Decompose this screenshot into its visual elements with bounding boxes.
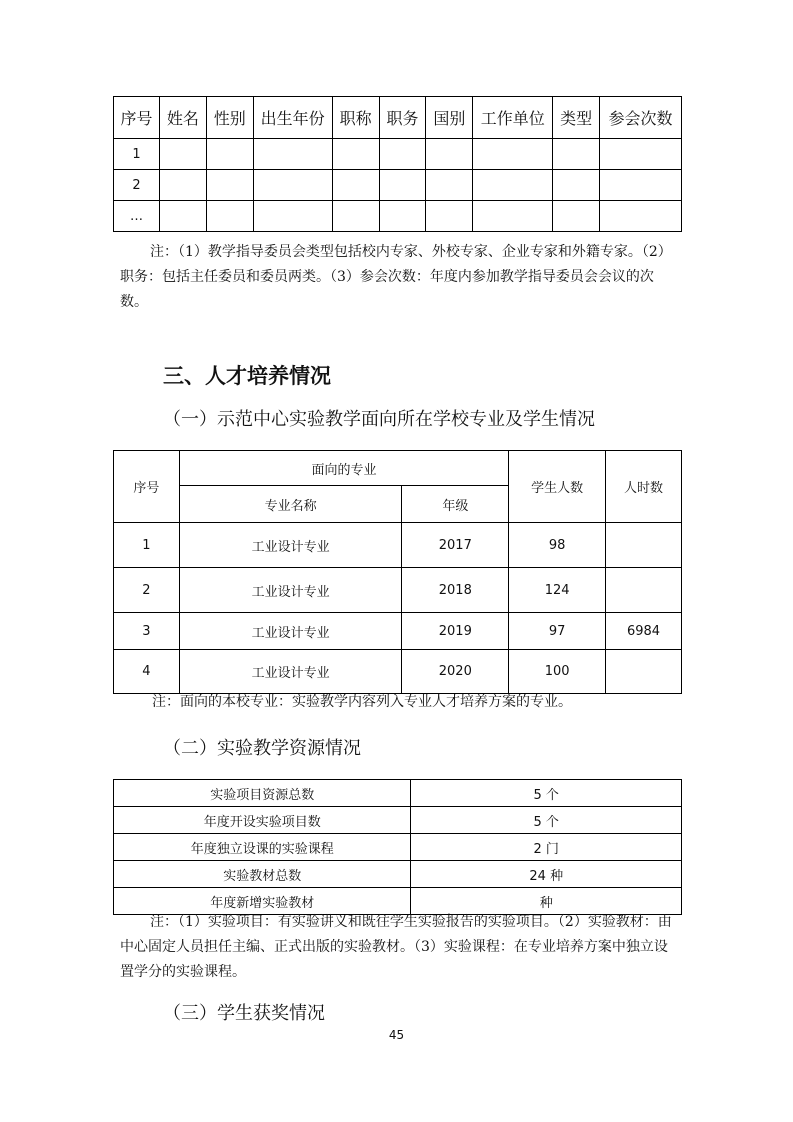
header-cell: 类型 bbox=[553, 97, 600, 139]
majors-table-note: 注：面向的本校专业：实验教学内容列入专业人才培养方案的专业。 bbox=[152, 694, 572, 710]
header-cell: 学生人数 bbox=[509, 451, 606, 523]
table-row bbox=[114, 170, 682, 201]
hours-cell bbox=[606, 523, 682, 568]
table-cell bbox=[206, 170, 253, 201]
students-cell: 97 bbox=[509, 613, 606, 650]
majors-students-table bbox=[113, 450, 682, 694]
table-cell bbox=[253, 201, 332, 232]
table-cell bbox=[159, 170, 206, 201]
header-cell: 姓名 bbox=[159, 97, 206, 139]
table-cell bbox=[253, 139, 332, 170]
table-cell bbox=[159, 201, 206, 232]
table-row bbox=[114, 523, 682, 568]
subsection-title: （三）学生获奖情况 bbox=[163, 1003, 325, 1024]
row-index: 1 bbox=[114, 139, 160, 170]
table-cell bbox=[600, 139, 682, 170]
header-cell: 面向的专业 bbox=[179, 451, 508, 486]
hours-cell bbox=[606, 568, 682, 613]
major-name-cell: 工业设计专业 bbox=[179, 523, 402, 568]
header-cell: 年级 bbox=[402, 486, 509, 523]
students-cell: 98 bbox=[509, 523, 606, 568]
hours-cell: 6984 bbox=[606, 613, 682, 650]
resource-value: 5 个 bbox=[411, 807, 682, 834]
row-index: 1 bbox=[114, 523, 180, 568]
resources-table bbox=[113, 779, 682, 915]
table-cell bbox=[332, 139, 379, 170]
header-cell: 专业名称 bbox=[179, 486, 402, 523]
table-cell bbox=[332, 201, 379, 232]
grade-cell: 2018 bbox=[402, 568, 509, 613]
resource-label: 实验项目资源总数 bbox=[114, 780, 411, 807]
section-title: 三、人才培养情况 bbox=[163, 364, 331, 388]
table-row bbox=[114, 568, 682, 613]
table-row bbox=[114, 139, 682, 170]
committee-table-note: 注：（1）教学指导委员会类型包括校内专家、外校专家、企业专家和外籍专家。（2）职务：包括主任委员和委员两类。（3）参会次数：年度内参加教学指导委员会会议的次数。 bbox=[120, 244, 672, 310]
table-cell bbox=[553, 170, 600, 201]
committee-members-table bbox=[113, 96, 682, 232]
resource-label: 年度新增实验教材 bbox=[114, 888, 411, 915]
header-cell: 序号 bbox=[114, 97, 160, 139]
table-cell bbox=[473, 139, 553, 170]
table-cell bbox=[379, 201, 426, 232]
table-cell bbox=[379, 139, 426, 170]
row-index: 4 bbox=[114, 650, 180, 694]
students-cell: 100 bbox=[509, 650, 606, 694]
table-row bbox=[114, 650, 682, 694]
grade-cell: 2019 bbox=[402, 613, 509, 650]
resource-value: 5 个 bbox=[411, 780, 682, 807]
table-header-row bbox=[114, 97, 682, 139]
row-index: 3 bbox=[114, 613, 180, 650]
table-header-row bbox=[114, 451, 682, 486]
table-cell bbox=[379, 170, 426, 201]
table-cell bbox=[426, 170, 473, 201]
students-cell: 124 bbox=[509, 568, 606, 613]
table-cell bbox=[206, 139, 253, 170]
table-row bbox=[114, 834, 682, 861]
table-cell bbox=[600, 170, 682, 201]
resource-label: 实验教材总数 bbox=[114, 861, 411, 888]
table-cell bbox=[159, 139, 206, 170]
table-cell bbox=[553, 139, 600, 170]
row-index: 2 bbox=[114, 568, 180, 613]
hours-cell bbox=[606, 650, 682, 694]
subsection-title: （一）示范中心实验教学面向所在学校专业及学生情况 bbox=[163, 409, 595, 430]
header-cell: 序号 bbox=[114, 451, 180, 523]
page-number: 45 bbox=[388, 1028, 405, 1042]
resource-label: 年度独立设课的实验课程 bbox=[114, 834, 411, 861]
table-row bbox=[114, 613, 682, 650]
table-row bbox=[114, 807, 682, 834]
header-cell: 参会次数 bbox=[600, 97, 682, 139]
resource-value: 种 bbox=[411, 888, 682, 915]
header-cell: 出生年份 bbox=[253, 97, 332, 139]
header-cell: 国别 bbox=[426, 97, 473, 139]
table-cell bbox=[253, 170, 332, 201]
resource-label: 年度开设实验项目数 bbox=[114, 807, 411, 834]
table-row bbox=[114, 780, 682, 807]
table-cell bbox=[600, 201, 682, 232]
header-cell: 职务 bbox=[379, 97, 426, 139]
table-cell bbox=[426, 139, 473, 170]
subsection-title: （二）实验教学资源情况 bbox=[163, 738, 361, 759]
major-name-cell: 工业设计专业 bbox=[179, 650, 402, 694]
table-row bbox=[114, 861, 682, 888]
table-cell bbox=[473, 170, 553, 201]
major-name-cell: 工业设计专业 bbox=[179, 568, 402, 613]
resources-table-note: 注：（1）实验项目：有实验讲义和既往学生实验报告的实验项目。（2）实验教材：由中心固定人员担任主编、正式出版的实验教材。（3）实验课程：在专业培养方案中独立设置学分的实验课程。 bbox=[120, 914, 672, 980]
grade-cell: 2017 bbox=[402, 523, 509, 568]
table-cell bbox=[473, 201, 553, 232]
header-cell: 性别 bbox=[206, 97, 253, 139]
header-cell: 职称 bbox=[332, 97, 379, 139]
row-index: 2 bbox=[114, 170, 160, 201]
grade-cell: 2020 bbox=[402, 650, 509, 694]
resource-value: 2 门 bbox=[411, 834, 682, 861]
table-cell bbox=[426, 201, 473, 232]
table-cell bbox=[553, 201, 600, 232]
resource-value: 24 种 bbox=[411, 861, 682, 888]
header-cell: 工作单位 bbox=[473, 97, 553, 139]
major-name-cell: 工业设计专业 bbox=[179, 613, 402, 650]
header-cell: 人时数 bbox=[606, 451, 682, 523]
table-cell bbox=[206, 201, 253, 232]
table-row bbox=[114, 201, 682, 232]
row-index: … bbox=[114, 201, 160, 232]
table-cell bbox=[332, 170, 379, 201]
